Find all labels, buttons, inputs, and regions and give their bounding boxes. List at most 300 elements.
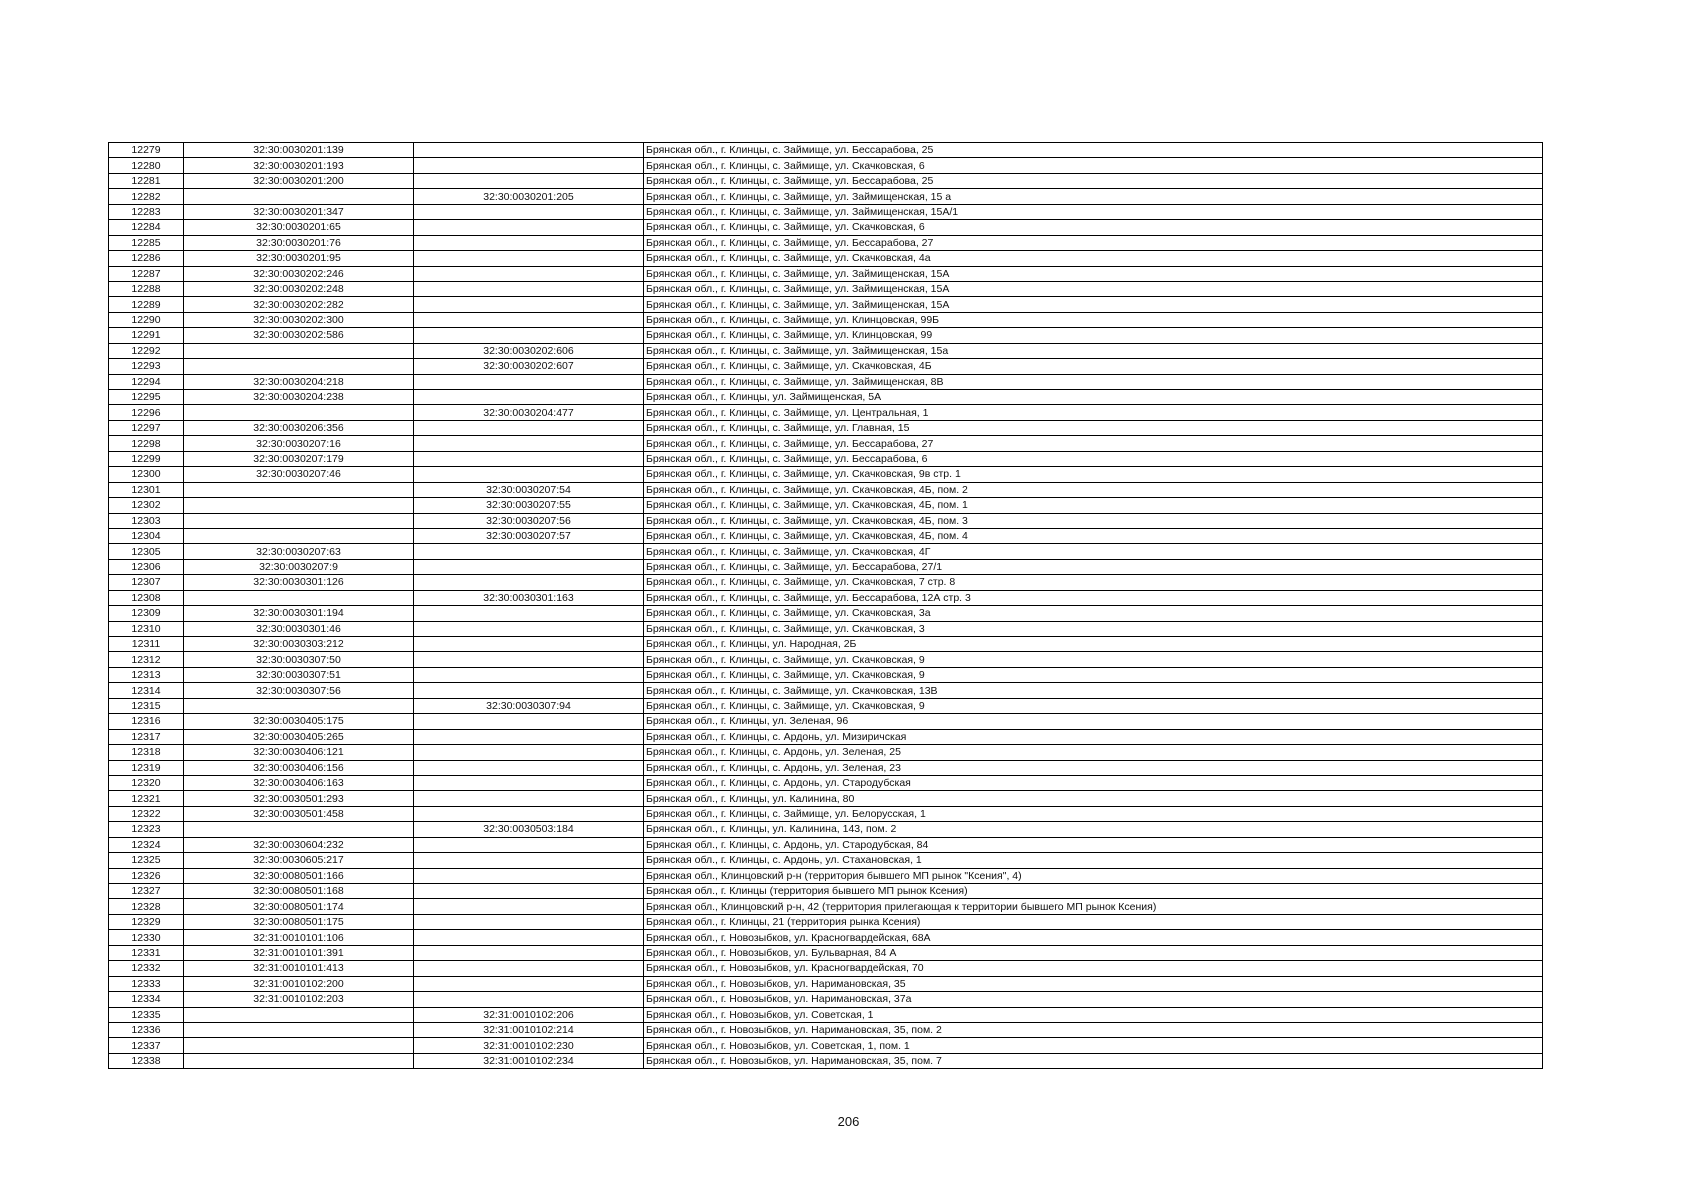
table-row xyxy=(109,297,1543,312)
cadastral-number-building xyxy=(414,714,644,729)
row-number: 12292 xyxy=(109,343,184,358)
row-number: 12299 xyxy=(109,451,184,466)
row-number: 12284 xyxy=(109,220,184,235)
address-cell: Брянская обл., г. Клинцы, с. Займище, ул. Бессарабова, 25 xyxy=(644,143,1543,158)
cadastral-number-building xyxy=(414,220,644,235)
table-row xyxy=(109,884,1543,899)
address-cell: Брянская обл., г. Новозыбков, ул. Наримановская, 37а xyxy=(644,992,1543,1007)
cadastral-number-land: 32:30:0030206:356 xyxy=(184,420,414,435)
address-cell: Брянская обл., г. Клинцы, ул. Калинина, 80 xyxy=(644,791,1543,806)
address-cell: Брянская обл., г. Клинцы (территория бывшего МП рынок Ксения) xyxy=(644,884,1543,899)
row-number: 12318 xyxy=(109,745,184,760)
cadastral-number-building xyxy=(414,436,644,451)
cadastral-number-land: 32:30:0030202:282 xyxy=(184,297,414,312)
table-row xyxy=(109,853,1543,868)
row-number: 12311 xyxy=(109,637,184,652)
cadastral-number-land: 32:30:0030307:51 xyxy=(184,667,414,682)
row-number: 12297 xyxy=(109,420,184,435)
table-row xyxy=(109,498,1543,513)
cadastral-number-building xyxy=(414,884,644,899)
address-cell: Брянская обл., г. Клинцы, с. Займище, ул. Скачковская, 4Б, пом. 4 xyxy=(644,528,1543,543)
cadastral-number-building xyxy=(414,575,644,590)
cadastral-number-building xyxy=(414,621,644,636)
table-row xyxy=(109,914,1543,929)
table-row xyxy=(109,976,1543,991)
address-cell: Брянская обл., г. Клинцы, с. Ардонь, ул. Стародубская xyxy=(644,775,1543,790)
row-number: 12289 xyxy=(109,297,184,312)
table-row xyxy=(109,189,1543,204)
row-number: 12298 xyxy=(109,436,184,451)
cadastral-number-building xyxy=(414,729,644,744)
address-cell: Брянская обл., г. Клинцы, с. Займище, ул. Бессарабова, 12А стр. 3 xyxy=(644,590,1543,605)
address-cell: Брянская обл., г. Клинцы, с. Займище, ул. Скачковская, 4Б, пом. 2 xyxy=(644,482,1543,497)
cadastral-number-land: 32:30:0030406:163 xyxy=(184,775,414,790)
cadastral-number-land: 32:30:0080501:166 xyxy=(184,868,414,883)
cadastral-number-building: 32:30:0030207:54 xyxy=(414,482,644,497)
table-row xyxy=(109,467,1543,482)
address-cell: Брянская обл., г. Клинцы, с. Ардонь, ул. Стахановская, 1 xyxy=(644,853,1543,868)
row-number: 12338 xyxy=(109,1053,184,1068)
table-row xyxy=(109,158,1543,173)
address-cell: Брянская обл., г. Клинцы, ул. Зеленая, 96 xyxy=(644,714,1543,729)
address-cell: Брянская обл., г. Новозыбков, ул. Наримановская, 35, пом. 2 xyxy=(644,1022,1543,1037)
cadastral-number-building xyxy=(414,173,644,188)
cadastral-number-land: 32:30:0030301:126 xyxy=(184,575,414,590)
cadastral-number-building xyxy=(414,853,644,868)
address-cell: Брянская обл., г. Клинцы, с. Займище, ул. Займищенская, 15А xyxy=(644,297,1543,312)
address-cell: Брянская обл., г. Клинцы, с. Займище, ул. Скачковская, 4Б, пом. 1 xyxy=(644,498,1543,513)
address-cell: Брянская обл., г. Клинцы, ул. Калинина, 143, пом. 2 xyxy=(644,822,1543,837)
address-cell: Брянская обл., г. Клинцы, с. Займище, ул. Займищенская, 8В xyxy=(644,374,1543,389)
table-row xyxy=(109,143,1543,158)
cadastral-number-building: 32:30:0030307:94 xyxy=(414,698,644,713)
row-number: 12337 xyxy=(109,1038,184,1053)
row-number: 12310 xyxy=(109,621,184,636)
cadastral-number-land: 32:30:0080501:175 xyxy=(184,914,414,929)
cadastral-number-land: 32:30:0030207:16 xyxy=(184,436,414,451)
table-row xyxy=(109,837,1543,852)
address-cell: Брянская обл., г. Новозыбков, ул. Бульварная, 84 А xyxy=(644,945,1543,960)
cadastral-number-land: 32:31:0010101:391 xyxy=(184,945,414,960)
cadastral-number-land: 32:30:0030204:238 xyxy=(184,390,414,405)
table-row xyxy=(109,235,1543,250)
cadastral-number-land xyxy=(184,1022,414,1037)
cadastral-number-land: 32:30:0030207:9 xyxy=(184,559,414,574)
row-number: 12324 xyxy=(109,837,184,852)
address-cell: Брянская обл., г. Клинцы, 21 (территория рынка Ксения) xyxy=(644,914,1543,929)
address-cell: Брянская обл., г. Клинцы, с. Займище, ул. Скачковская, 4Б, пом. 3 xyxy=(644,513,1543,528)
row-number: 12288 xyxy=(109,281,184,296)
cadastral-number-land: 32:30:0030307:56 xyxy=(184,683,414,698)
cadastral-number-land: 32:30:0030501:458 xyxy=(184,806,414,821)
table-row xyxy=(109,1022,1543,1037)
cadastral-number-building xyxy=(414,683,644,698)
cadastral-number-land: 32:30:0030405:175 xyxy=(184,714,414,729)
table-row xyxy=(109,374,1543,389)
cadastral-number-building xyxy=(414,868,644,883)
table-row xyxy=(109,806,1543,821)
address-cell: Брянская обл., Клинцовский р-н (территория бывшего МП рынок "Ксения", 4) xyxy=(644,868,1543,883)
row-number: 12308 xyxy=(109,590,184,605)
cadastral-number-land xyxy=(184,359,414,374)
cadastral-number-building: 32:30:0030202:606 xyxy=(414,343,644,358)
cadastral-number-building: 32:30:0030201:205 xyxy=(414,189,644,204)
address-cell: Брянская обл., г. Новозыбков, ул. Советская, 1, пом. 1 xyxy=(644,1038,1543,1053)
table-row xyxy=(109,714,1543,729)
cadastral-number-land: 32:30:0030605:217 xyxy=(184,853,414,868)
table-row xyxy=(109,436,1543,451)
cadastral-number-building xyxy=(414,961,644,976)
address-cell: Брянская обл., Клинцовский р-н, 42 (территория прилегающая к территории бывшего МП рынок Ксения) xyxy=(644,899,1543,914)
address-cell: Брянская обл., г. Клинцы, с. Ардонь, ул. Стародубская, 84 xyxy=(644,837,1543,852)
row-number: 12304 xyxy=(109,528,184,543)
cadastral-number-building xyxy=(414,606,644,621)
table-row xyxy=(109,575,1543,590)
table-row xyxy=(109,359,1543,374)
row-number: 12285 xyxy=(109,235,184,250)
cadastral-number-building xyxy=(414,158,644,173)
cadastral-number-building: 32:31:0010102:234 xyxy=(414,1053,644,1068)
cadastral-number-building xyxy=(414,637,644,652)
table-row xyxy=(109,899,1543,914)
row-number: 12328 xyxy=(109,899,184,914)
address-cell: Брянская обл., г. Клинцы, с. Займище, ул. Скачковская, 9в стр. 1 xyxy=(644,467,1543,482)
table-row xyxy=(109,961,1543,976)
cadastral-number-building xyxy=(414,992,644,1007)
cadastral-number-land: 32:30:0080501:174 xyxy=(184,899,414,914)
address-cell: Брянская обл., г. Клинцы, с. Ардонь, ул. Мизиричская xyxy=(644,729,1543,744)
cadastral-number-land: 32:30:0030202:586 xyxy=(184,328,414,343)
cadastral-number-land: 32:30:0030201:193 xyxy=(184,158,414,173)
row-number: 12325 xyxy=(109,853,184,868)
cadastral-number-building xyxy=(414,945,644,960)
row-number: 12291 xyxy=(109,328,184,343)
cadastral-number-building: 32:30:0030202:607 xyxy=(414,359,644,374)
table-row xyxy=(109,513,1543,528)
table-row xyxy=(109,590,1543,605)
cadastral-number-land xyxy=(184,482,414,497)
table-row xyxy=(109,683,1543,698)
cadastral-number-land: 32:30:0030201:95 xyxy=(184,251,414,266)
address-cell: Брянская обл., г. Клинцы, с. Займище, ул. Займищенская, 15 а xyxy=(644,189,1543,204)
row-number: 12313 xyxy=(109,667,184,682)
cadastral-number-building xyxy=(414,266,644,281)
row-number: 12305 xyxy=(109,544,184,559)
address-cell: Брянская обл., г. Клинцы, с. Займище, ул. Бессарабова, 6 xyxy=(644,451,1543,466)
cadastral-number-land xyxy=(184,189,414,204)
cadastral-number-land: 32:30:0030201:76 xyxy=(184,235,414,250)
row-number: 12301 xyxy=(109,482,184,497)
cadastral-number-building xyxy=(414,143,644,158)
table-row xyxy=(109,390,1543,405)
cadastral-number-building xyxy=(414,745,644,760)
cadastral-number-building: 32:31:0010102:214 xyxy=(414,1022,644,1037)
cadastral-number-building: 32:30:0030207:55 xyxy=(414,498,644,513)
cadastral-number-land xyxy=(184,1007,414,1022)
cadastral-number-building xyxy=(414,791,644,806)
address-cell: Брянская обл., г. Клинцы, с. Займище, ул. Скачковская, 9 xyxy=(644,667,1543,682)
cadastral-number-building xyxy=(414,204,644,219)
cadastral-number-land: 32:31:0010101:106 xyxy=(184,930,414,945)
cadastral-number-building: 32:30:0030204:477 xyxy=(414,405,644,420)
address-cell: Брянская обл., г. Клинцы, с. Займище, ул. Клинцовская, 99 xyxy=(644,328,1543,343)
address-cell: Брянская обл., г. Клинцы, с. Займище, ул. Скачковская, 3 xyxy=(644,621,1543,636)
row-number: 12322 xyxy=(109,806,184,821)
row-number: 12330 xyxy=(109,930,184,945)
cadastral-number-land xyxy=(184,1038,414,1053)
row-number: 12314 xyxy=(109,683,184,698)
cadastral-number-land: 32:31:0010102:200 xyxy=(184,976,414,991)
row-number: 12295 xyxy=(109,390,184,405)
table-row xyxy=(109,637,1543,652)
cadastral-number-land xyxy=(184,528,414,543)
row-number: 12312 xyxy=(109,652,184,667)
row-number: 12319 xyxy=(109,760,184,775)
cadastral-number-land: 32:30:0030202:300 xyxy=(184,312,414,327)
address-cell: Брянская обл., г. Новозыбков, ул. Советская, 1 xyxy=(644,1007,1543,1022)
table-row xyxy=(109,559,1543,574)
address-cell: Брянская обл., г. Клинцы, с. Займище, ул. Клинцовская, 99Б xyxy=(644,312,1543,327)
table-row xyxy=(109,729,1543,744)
cadastral-number-building xyxy=(414,235,644,250)
cadastral-number-building xyxy=(414,281,644,296)
row-number: 12296 xyxy=(109,405,184,420)
row-number: 12282 xyxy=(109,189,184,204)
row-number: 12281 xyxy=(109,173,184,188)
row-number: 12336 xyxy=(109,1022,184,1037)
address-cell: Брянская обл., г. Клинцы, с. Займище, ул. Бессарабова, 25 xyxy=(644,173,1543,188)
row-number: 12280 xyxy=(109,158,184,173)
address-cell: Брянская обл., г. Клинцы, с. Займище, ул. Скачковская, 3а xyxy=(644,606,1543,621)
row-number: 12283 xyxy=(109,204,184,219)
table-row xyxy=(109,405,1543,420)
cadastral-number-land: 32:30:0030301:46 xyxy=(184,621,414,636)
cadastral-number-land: 32:30:0030204:218 xyxy=(184,374,414,389)
cadastral-number-building xyxy=(414,667,644,682)
address-cell: Брянская обл., г. Клинцы, с. Займище, ул. Скачковская, 9 xyxy=(644,652,1543,667)
cadastral-number-building xyxy=(414,328,644,343)
cadastral-number-building xyxy=(414,930,644,945)
cadastral-number-building xyxy=(414,976,644,991)
cadastral-number-building xyxy=(414,251,644,266)
address-cell: Брянская обл., г. Клинцы, с. Займище, ул. Займищенская, 15А/1 xyxy=(644,204,1543,219)
address-cell: Брянская обл., г. Клинцы, с. Ардонь, ул. Зеленая, 23 xyxy=(644,760,1543,775)
row-number: 12327 xyxy=(109,884,184,899)
address-cell: Брянская обл., г. Клинцы, с. Займище, ул. Скачковская, 4Б xyxy=(644,359,1543,374)
table-row xyxy=(109,1053,1543,1068)
address-cell: Брянская обл., г. Клинцы, с. Займище, ул. Бессарабова, 27 xyxy=(644,436,1543,451)
address-cell: Брянская обл., г. Клинцы, с. Займище, ул. Бессарабова, 27 xyxy=(644,235,1543,250)
table-row xyxy=(109,667,1543,682)
address-cell: Брянская обл., г. Клинцы, с. Займище, ул. Займищенская, 15а xyxy=(644,343,1543,358)
cadastral-number-building xyxy=(414,390,644,405)
row-number: 12329 xyxy=(109,914,184,929)
cadastral-number-building xyxy=(414,374,644,389)
cadastral-number-building xyxy=(414,760,644,775)
row-number: 12335 xyxy=(109,1007,184,1022)
cadastral-number-building: 32:31:0010102:230 xyxy=(414,1038,644,1053)
cadastral-number-building xyxy=(414,652,644,667)
address-cell: Брянская обл., г. Клинцы, с. Займище, ул. Займищенская, 15А xyxy=(644,281,1543,296)
row-number: 12294 xyxy=(109,374,184,389)
cadastral-number-building xyxy=(414,451,644,466)
table-row xyxy=(109,945,1543,960)
address-cell: Брянская обл., г. Клинцы, ул. Займищенская, 5А xyxy=(644,390,1543,405)
row-number: 12307 xyxy=(109,575,184,590)
cadastral-number-land: 32:30:0030303:212 xyxy=(184,637,414,652)
cadastral-number-land xyxy=(184,405,414,420)
cadastral-number-land: 32:30:0030201:65 xyxy=(184,220,414,235)
row-number: 12317 xyxy=(109,729,184,744)
row-number: 12287 xyxy=(109,266,184,281)
cadastral-number-land: 32:30:0030202:248 xyxy=(184,281,414,296)
row-number: 12302 xyxy=(109,498,184,513)
table-row xyxy=(109,220,1543,235)
row-number: 12316 xyxy=(109,714,184,729)
table-row xyxy=(109,868,1543,883)
cadastral-number-land: 32:30:0030201:139 xyxy=(184,143,414,158)
address-cell: Брянская обл., г. Клинцы, с. Займище, ул. Скачковская, 9 xyxy=(644,698,1543,713)
table-row xyxy=(109,1038,1543,1053)
registry-sheet xyxy=(108,142,1542,1069)
cadastral-number-land: 32:30:0080501:168 xyxy=(184,884,414,899)
table-row xyxy=(109,482,1543,497)
row-number: 12315 xyxy=(109,698,184,713)
table-row xyxy=(109,281,1543,296)
cadastral-number-building xyxy=(414,899,644,914)
row-number: 12331 xyxy=(109,945,184,960)
row-number: 12332 xyxy=(109,961,184,976)
table-row xyxy=(109,528,1543,543)
cadastral-number-building xyxy=(414,312,644,327)
row-number: 12293 xyxy=(109,359,184,374)
table-row xyxy=(109,204,1543,219)
address-cell: Брянская обл., г. Новозыбков, ул. Красногвардейская, 68А xyxy=(644,930,1543,945)
cadastral-number-building xyxy=(414,544,644,559)
cadastral-number-land: 32:30:0030406:121 xyxy=(184,745,414,760)
table-row xyxy=(109,451,1543,466)
row-number: 12303 xyxy=(109,513,184,528)
table-row xyxy=(109,343,1543,358)
cadastral-number-building: 32:30:0030301:163 xyxy=(414,590,644,605)
cadastral-number-land: 32:30:0030301:194 xyxy=(184,606,414,621)
table-row xyxy=(109,930,1543,945)
cadastral-number-building xyxy=(414,775,644,790)
cadastral-number-land xyxy=(184,590,414,605)
cadastral-number-land: 32:31:0010101:413 xyxy=(184,961,414,976)
row-number: 12323 xyxy=(109,822,184,837)
cadastral-number-land xyxy=(184,822,414,837)
table-row xyxy=(109,173,1543,188)
address-cell: Брянская обл., г. Клинцы, с. Займище, ул. Скачковская, 4Г xyxy=(644,544,1543,559)
table-row xyxy=(109,791,1543,806)
cadastral-number-building xyxy=(414,467,644,482)
cadastral-number-building: 32:30:0030503:184 xyxy=(414,822,644,837)
row-number: 12321 xyxy=(109,791,184,806)
row-number: 12306 xyxy=(109,559,184,574)
table-row xyxy=(109,312,1543,327)
cadastral-number-building xyxy=(414,559,644,574)
table-row xyxy=(109,328,1543,343)
table-row xyxy=(109,251,1543,266)
cadastral-number-land: 32:30:0030307:50 xyxy=(184,652,414,667)
table-row xyxy=(109,760,1543,775)
row-number: 12286 xyxy=(109,251,184,266)
cadastral-number-land: 32:30:0030202:246 xyxy=(184,266,414,281)
cadastral-number-land xyxy=(184,498,414,513)
address-cell: Брянская обл., г. Новозыбков, ул. Наримановская, 35 xyxy=(644,976,1543,991)
table-row xyxy=(109,544,1543,559)
cadastral-number-building xyxy=(414,806,644,821)
table-row xyxy=(109,1007,1543,1022)
row-number: 12333 xyxy=(109,976,184,991)
cadastral-number-land xyxy=(184,513,414,528)
cadastral-number-building xyxy=(414,837,644,852)
address-cell: Брянская обл., г. Клинцы, с. Ардонь, ул. Зеленая, 25 xyxy=(644,745,1543,760)
table-row xyxy=(109,606,1543,621)
cadastral-number-land: 32:30:0030207:63 xyxy=(184,544,414,559)
row-number: 12300 xyxy=(109,467,184,482)
cadastral-number-building xyxy=(414,914,644,929)
registry-table xyxy=(108,142,1543,1069)
cadastral-number-land: 32:30:0030207:179 xyxy=(184,451,414,466)
cadastral-number-land: 32:30:0030405:265 xyxy=(184,729,414,744)
address-cell: Брянская обл., г. Клинцы, с. Займище, ул. Скачковская, 13В xyxy=(644,683,1543,698)
address-cell: Брянская обл., г. Клинцы, ул. Народная, 2Б xyxy=(644,637,1543,652)
page-number: 206 xyxy=(837,1114,860,1129)
address-cell: Брянская обл., г. Клинцы, с. Займище, ул. Скачковская, 6 xyxy=(644,158,1543,173)
address-cell: Брянская обл., г. Клинцы, с. Займище, ул. Скачковская, 4а xyxy=(644,251,1543,266)
address-cell: Брянская обл., г. Клинцы, с. Займище, ул. Бессарабова, 27/1 xyxy=(644,559,1543,574)
row-number: 12279 xyxy=(109,143,184,158)
cadastral-number-land: 32:30:0030604:232 xyxy=(184,837,414,852)
address-cell: Брянская обл., г. Клинцы, с. Займище, ул. Скачковская, 7 стр. 8 xyxy=(644,575,1543,590)
address-cell: Брянская обл., г. Новозыбков, ул. Наримановская, 35, пом. 7 xyxy=(644,1053,1543,1068)
address-cell: Брянская обл., г. Клинцы, с. Займище, ул. Скачковская, 6 xyxy=(644,220,1543,235)
registry-table-body xyxy=(109,143,1543,1069)
cadastral-number-land xyxy=(184,698,414,713)
address-cell: Брянская обл., г. Новозыбков, ул. Красногвардейская, 70 xyxy=(644,961,1543,976)
address-cell: Брянская обл., г. Клинцы, с. Займище, ул. Центральная, 1 xyxy=(644,405,1543,420)
row-number: 12309 xyxy=(109,606,184,621)
address-cell: Брянская обл., г. Клинцы, с. Займище, ул. Займищенская, 15А xyxy=(644,266,1543,281)
cadastral-number-land: 32:30:0030406:156 xyxy=(184,760,414,775)
row-number: 12290 xyxy=(109,312,184,327)
table-row xyxy=(109,698,1543,713)
row-number: 12334 xyxy=(109,992,184,1007)
cadastral-number-land: 32:30:0030201:347 xyxy=(184,204,414,219)
address-cell: Брянская обл., г. Клинцы, с. Займище, ул. Белорусская, 1 xyxy=(644,806,1543,821)
row-number: 12326 xyxy=(109,868,184,883)
table-row xyxy=(109,822,1543,837)
table-row xyxy=(109,420,1543,435)
table-row xyxy=(109,652,1543,667)
table-row xyxy=(109,621,1543,636)
cadastral-number-building: 32:30:0030207:56 xyxy=(414,513,644,528)
table-row xyxy=(109,775,1543,790)
table-row xyxy=(109,266,1543,281)
cadastral-number-building: 32:30:0030207:57 xyxy=(414,528,644,543)
table-row xyxy=(109,992,1543,1007)
cadastral-number-land: 32:30:0030201:200 xyxy=(184,173,414,188)
address-cell: Брянская обл., г. Клинцы, с. Займище, ул. Главная, 15 xyxy=(644,420,1543,435)
row-number: 12320 xyxy=(109,775,184,790)
cadastral-number-land: 32:31:0010102:203 xyxy=(184,992,414,1007)
cadastral-number-building xyxy=(414,420,644,435)
cadastral-number-land: 32:30:0030207:46 xyxy=(184,467,414,482)
cadastral-number-land xyxy=(184,1053,414,1068)
table-row xyxy=(109,745,1543,760)
